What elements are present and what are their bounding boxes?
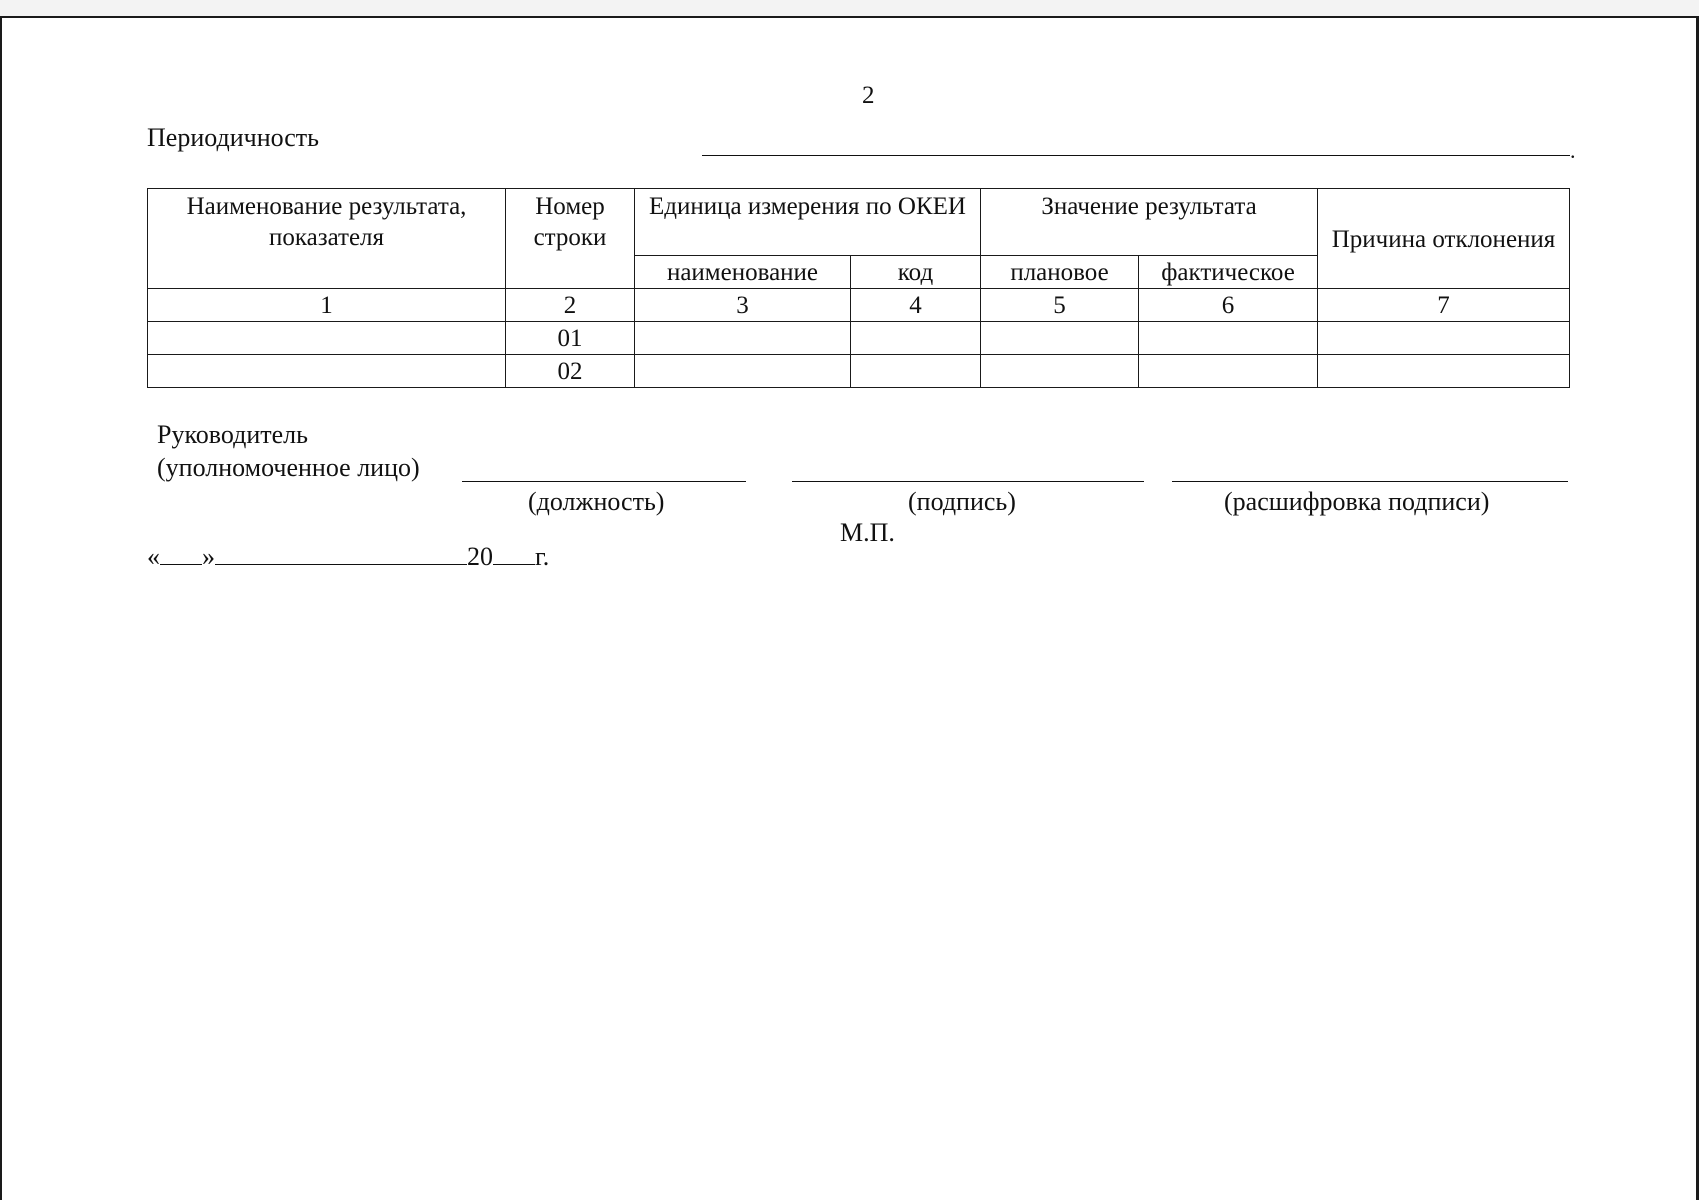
header-value-planned: плановое	[981, 256, 1139, 289]
page-number: 2	[862, 82, 875, 109]
month-blank[interactable]	[215, 542, 467, 565]
position-caption: (должность)	[528, 487, 665, 516]
header-unit-group: Единица измерения по ОКЕИ	[635, 189, 981, 256]
table-row	[148, 322, 1570, 355]
position-blank-line[interactable]	[462, 481, 746, 482]
periodicity-label: Периодичность	[147, 123, 320, 152]
cell-deviation-reason[interactable]	[1318, 355, 1570, 388]
results-table	[147, 188, 1570, 388]
cell-value-actual[interactable]	[1139, 355, 1318, 388]
column-number: 7	[1318, 289, 1570, 322]
cell-unit-code[interactable]	[851, 322, 981, 355]
year-blank[interactable]	[493, 542, 535, 565]
cell-unit-name[interactable]	[635, 322, 851, 355]
cell-deviation-reason[interactable]	[1318, 322, 1570, 355]
signature-blank-line[interactable]	[792, 481, 1144, 482]
scan-top-band	[0, 0, 1699, 17]
date-close-quote: »	[202, 542, 215, 571]
header-value-actual: фактическое	[1139, 256, 1318, 289]
year-prefix: 20	[467, 542, 493, 571]
column-number-row	[148, 289, 1570, 322]
header-result-name: Наименование результата, показателя	[148, 189, 506, 289]
signature-caption: (подпись)	[908, 487, 1016, 516]
header-value-group: Значение результата	[981, 189, 1318, 256]
decoding-blank-line[interactable]	[1172, 481, 1568, 482]
cell-value-planned[interactable]	[981, 322, 1139, 355]
cell-unit-name[interactable]	[635, 355, 851, 388]
cell-result-name[interactable]	[148, 322, 506, 355]
header-deviation-reason: Причина отклонения	[1318, 189, 1570, 289]
column-number: 6	[1139, 289, 1318, 322]
date-line	[147, 542, 549, 572]
header-unit-name: наименование	[635, 256, 851, 289]
table-row	[148, 355, 1570, 388]
column-number: 1	[148, 289, 506, 322]
year-suffix: г.	[535, 542, 550, 571]
authorized-person-label: (уполномоченное лицо)	[157, 453, 420, 482]
decoding-caption: (расшифровка подписи)	[1224, 487, 1490, 516]
cell-row-number: 01	[506, 322, 635, 355]
header-row-number: Номер строки	[506, 189, 635, 289]
cell-result-name[interactable]	[148, 355, 506, 388]
periodicity-blank-line	[702, 155, 1570, 156]
head-label: Руководитель	[157, 420, 308, 449]
stamp-place-label: М.П.	[840, 518, 895, 547]
column-number: 5	[981, 289, 1139, 322]
date-open-quote: «	[147, 542, 160, 571]
cell-row-number: 02	[506, 355, 635, 388]
periodicity-trailing-dot: .	[1570, 138, 1576, 163]
header-unit-code: код	[851, 256, 981, 289]
signature-labels	[157, 418, 420, 484]
cell-value-actual[interactable]	[1139, 322, 1318, 355]
column-number: 3	[635, 289, 851, 322]
column-number: 2	[506, 289, 635, 322]
header-row-top	[148, 189, 1570, 256]
cell-unit-code[interactable]	[851, 355, 981, 388]
column-number: 4	[851, 289, 981, 322]
cell-value-planned[interactable]	[981, 355, 1139, 388]
day-blank[interactable]	[160, 542, 202, 565]
